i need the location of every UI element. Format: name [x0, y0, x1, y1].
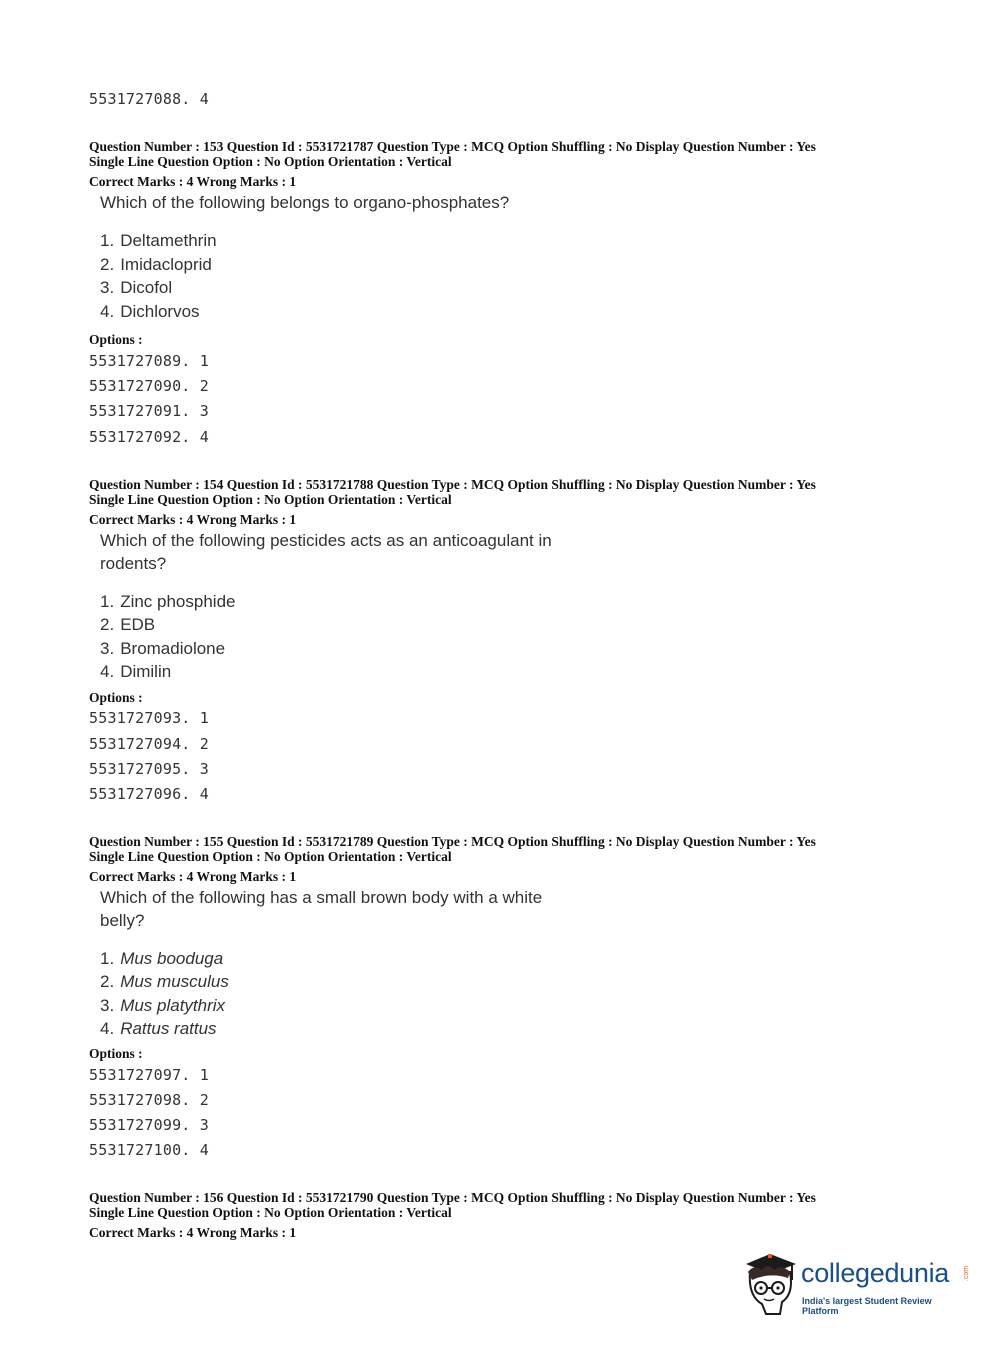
question-meta-line2: Single Line Question Option : No Option Orientation : Vertical: [89, 849, 452, 864]
options-label: Options :: [89, 1046, 143, 1061]
logo-suffix: .com: [963, 1265, 971, 1282]
choice-item: 4. Dichlorvos: [100, 302, 200, 321]
choice-item: 1. Zinc phosphide: [100, 592, 236, 611]
question-meta-line1: Question Number : 153 Question Id : 5531721787 Question Type : MCQ Option Shuffling : No Display Question Number : Yes: [89, 139, 816, 154]
option-id: 5531727097. 1: [89, 1066, 209, 1084]
question-text: rodents?: [100, 554, 167, 573]
options-label: Options :: [89, 332, 143, 347]
choice-item: 4. Rattus rattus: [100, 1019, 217, 1038]
option-id: 5531727093. 1: [89, 709, 209, 727]
option-id: 5531727090. 2: [89, 377, 209, 395]
option-id: 5531727095. 3: [89, 760, 209, 778]
options-label: Options :: [89, 690, 143, 705]
choice-item: 1. Deltamethrin: [100, 231, 217, 250]
question-marks: Correct Marks : 4 Wrong Marks : 1: [89, 512, 297, 527]
mascot-icon: [740, 1250, 800, 1318]
option-id: 5531727100. 4: [89, 1141, 209, 1159]
choice-item: 3. Mus platythrix: [100, 996, 226, 1015]
question-text: Which of the following pesticides acts as an anticoagulant in: [100, 531, 552, 550]
collegedunia-logo: [740, 1250, 970, 1320]
option-id: 5531727092. 4: [89, 428, 209, 446]
choice-item: 4. Dimilin: [100, 662, 172, 681]
question-meta-line2: Single Line Question Option : No Option Orientation : Vertical: [89, 154, 452, 169]
choice-item: 3. Dicofol: [100, 278, 173, 297]
question-marks: Correct Marks : 4 Wrong Marks : 1: [89, 869, 297, 884]
logo-name: collegedunia: [801, 1258, 950, 1288]
option-id: 5531727098. 2: [89, 1091, 209, 1109]
option-id: 5531727091. 3: [89, 402, 209, 420]
question-marks: Correct Marks : 4 Wrong Marks : 1: [89, 1225, 297, 1240]
question-text: Which of the following belongs to organo-phosphates?: [100, 193, 510, 212]
option-id: 5531727094. 2: [89, 735, 209, 753]
question-text: Which of the following has a small brown body with a white: [100, 888, 543, 907]
option-id: 5531727088. 4: [89, 90, 209, 108]
choice-item: 3. Bromadiolone: [100, 639, 226, 658]
question-meta-line1: Question Number : 154 Question Id : 5531721788 Question Type : MCQ Option Shuffling : No Display Question Number : Yes: [89, 477, 816, 492]
option-id: 5531727099. 3: [89, 1116, 209, 1134]
option-id: 5531727096. 4: [89, 785, 209, 803]
question-meta-line2: Single Line Question Option : No Option Orientation : Vertical: [89, 492, 452, 507]
choice-item: 2. EDB: [100, 615, 156, 634]
option-id: 5531727089. 1: [89, 352, 209, 370]
question-meta-line1: Question Number : 156 Question Id : 5531721790 Question Type : MCQ Option Shuffling : No Display Question Number : Yes: [89, 1190, 816, 1205]
choice-item: 2. Mus musculus: [100, 972, 229, 991]
choice-item: 2. Imidacloprid: [100, 255, 212, 274]
question-text: belly?: [100, 911, 145, 930]
question-meta-line1: Question Number : 155 Question Id : 5531721789 Question Type : MCQ Option Shuffling : No Display Question Number : Yes: [89, 834, 816, 849]
logo-tagline: India's largest Student Review Platform: [802, 1296, 932, 1316]
choice-item: 1. Mus booduga: [100, 949, 224, 968]
question-marks: Correct Marks : 4 Wrong Marks : 1: [89, 174, 297, 189]
question-meta-line2: Single Line Question Option : No Option Orientation : Vertical: [89, 1205, 452, 1220]
